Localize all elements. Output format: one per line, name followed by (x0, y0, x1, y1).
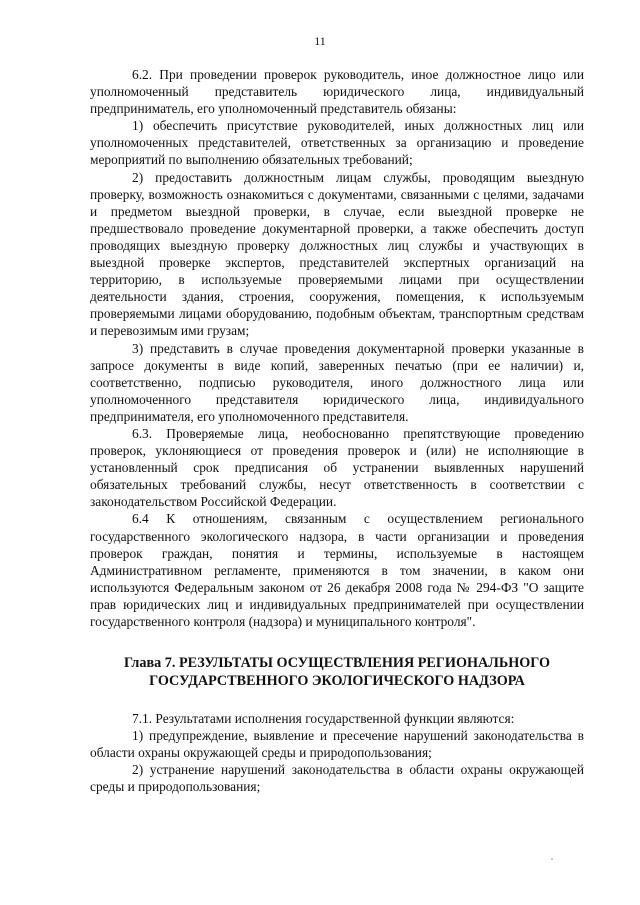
document-body (90, 66, 584, 796)
paragraph-7-1-item-1: 1) предупреждение, выявление и пресечение нарушений законодательства в области охраны окружающей среды и природопользования; (90, 728, 584, 761)
chapter-7-heading-line-1: Глава 7. РЕЗУЛЬТАТЫ ОСУЩЕСТВЛЕНИЯ РЕГИОНАЛЬНОГО (123, 655, 550, 672)
paragraph-6-4: 6.4 К отношениям, связанным с осуществлением регионального государственного экологического надзора, в части организации и проведения проверок граждан, понятия и термины, используемые в настоящем Административном регламенте, применяются в том значении, в каком они используются Федеральным законом от 26 декабря 2008 года № 294-ФЗ "О защите прав юридических лиц и индивидуальных предпринимателей при осуществлении государственного контроля (надзора) и муниципального контроля". (90, 511, 584, 629)
paragraph-7-1-item-2: 2) устранение нарушений законодательства в области охраны окружающей среды и природопользования; (90, 762, 584, 795)
paragraph-6-3: 6.3. Проверяемые лица, необоснованно препятствующие проведению проверок, уклоняющиеся от проведения проверок и (или) не исполняющие в установленный срок предписания об устранении выявленных нарушений обязательных требований службы, несут ответственность в соответствии с законодательством Российской Федерации. (90, 425, 584, 510)
paragraph-6-2: 6.2. При проведении проверок руководитель, иное должностное лицо или уполномоченный представитель юридического лица, индивидуальный предприниматель, его уполномоченный представитель обязаны: (90, 67, 584, 117)
chapter-7-heading-line-2: ГОСУДАРСТВЕННОГО ЭКОЛОГИЧЕСКОГО НАДЗОРА (149, 673, 525, 690)
chapter-7-heading (90, 654, 584, 690)
page-number: 11 (314, 34, 326, 48)
paragraph-6-2-item-2: 2) предоставить должностным лицам службы, проводящим выездную проверку, возможность ознакомиться с документами, связанными с целями, задачами и предметом выездной проверки, в случае, если выездной проверке не предшествовало проведение документарной проверки, а также обеспечить доступ проводящих выездную проверку должностных лиц службы и участвующих в выездной проверке экспертов, представителей экспертных организаций на территорию, в используемые проверяемыми лицами при осуществлении деятельности здания, строения, сооружения, помещения, к используемым проверяемыми лицами оборудованию, подобным объектам, транспортным средствам и перевозимым ими грузам; (90, 169, 584, 339)
paragraph-7-1: 7.1. Результатами исполнения государственной функции являются: (132, 711, 515, 727)
scan-artifact-dot (551, 858, 553, 860)
paragraph-6-2-item-1: 1) обеспечить присутствие руководителей, иных должностных лиц или уполномоченных представителей, ответственных за организацию и проведение мероприятий по выполнению обязательных требований; (90, 118, 584, 168)
paragraph-6-2-item-3: 3) представить в случае проведения документарной проверки указанные в запросе документы в виде копий, заверенных печатью (при ее наличии) и, соответственно, подписью руководителя, иного должностного лица или уполномоченного представителя юридического лица, индивидуального предпринимателя, его уполномоченного представителя. (90, 340, 584, 424)
